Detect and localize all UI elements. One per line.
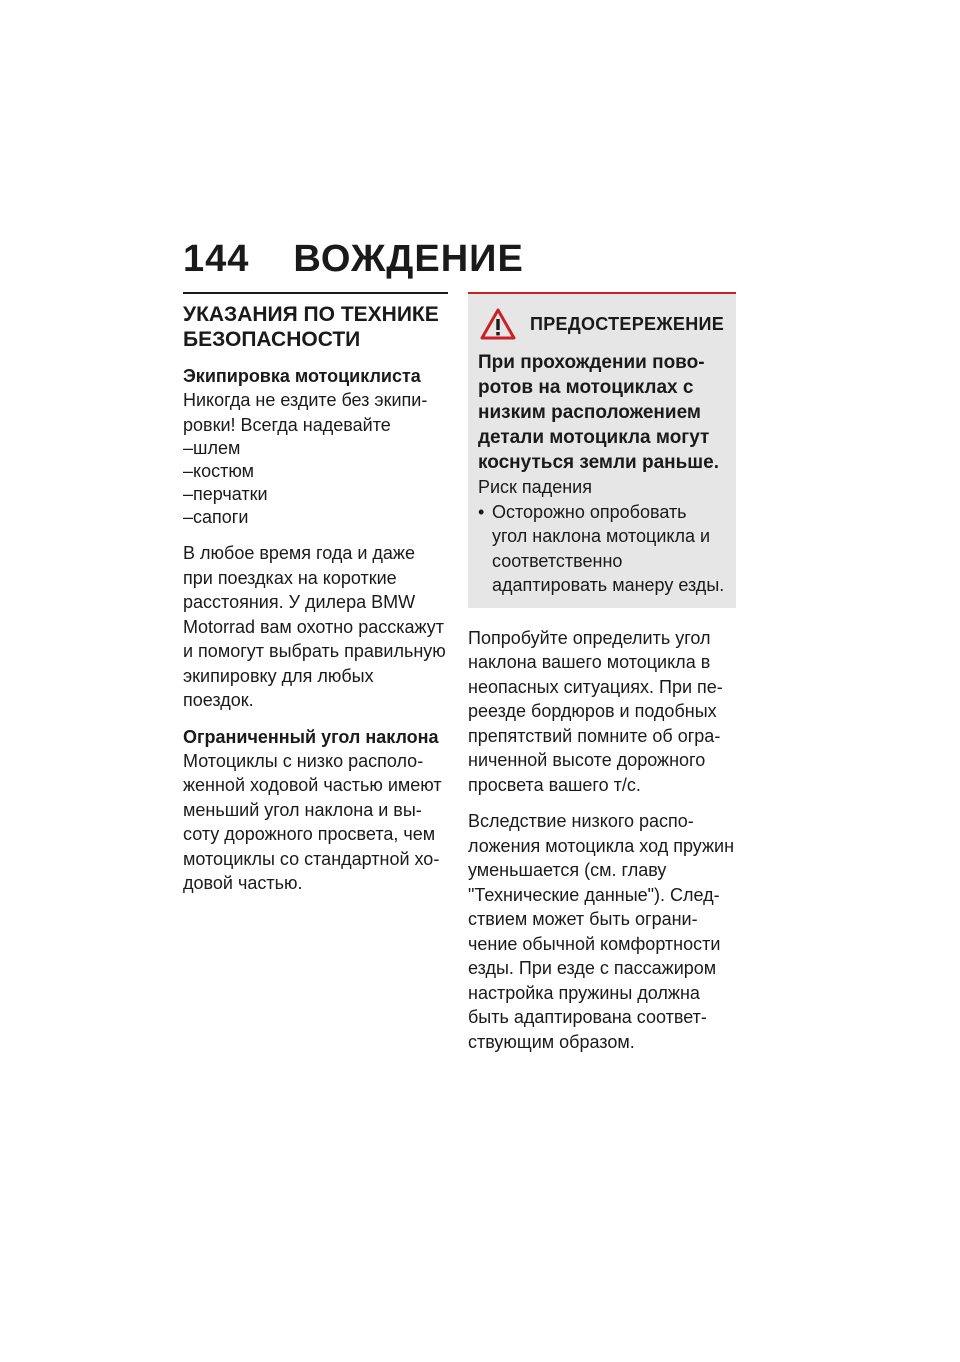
warning-bullet bbox=[478, 500, 726, 598]
section-rule bbox=[183, 292, 448, 294]
section-title: УКАЗАНИЯ ПО ТЕХНИКЕ БЕЗОПАСНОСТИ bbox=[183, 303, 439, 351]
page-header bbox=[183, 238, 524, 281]
paragraph-equipment: Никогда не ездите без экипировки! Всегда надевайте bbox=[183, 390, 428, 435]
warning-risk: Риск падения bbox=[478, 477, 592, 497]
page-number: 144 bbox=[183, 238, 250, 280]
warning-statement: При прохождении поворотов на мотоциклах с низким расположением детали мотоцикла могут коснуться земли раньше. bbox=[478, 352, 719, 473]
equipment-list bbox=[183, 437, 448, 529]
warning-header bbox=[478, 308, 726, 340]
right-column bbox=[468, 292, 736, 1054]
paragraph-lean-angle: Мотоциклы с низко расположенной ходовой частью имеют меньший угол наклона и высоту дорожного просвета, чем мотоциклы со стандартной ходовой частью. bbox=[183, 750, 442, 893]
paragraph-dealer: В любое время года и даже при поездках на короткие расстояния. У дилера BMW Motorrad вам охотно расскажут и помогут выбрать правильную экипировку для любых поездок. bbox=[183, 543, 446, 710]
list-item: – шлем bbox=[183, 437, 448, 460]
bullet-icon: • bbox=[478, 501, 485, 522]
warning-triangle-icon bbox=[480, 308, 516, 340]
paragraph-try-lean: Попробуйте определить угол наклона вашего мотоцикла в неопасных ситуациях. При переезде бордюров и подобных препятствий помните об ограниченной высоте дорожного просвета вашего т/с. bbox=[468, 627, 723, 795]
chapter-title: ВОЖДЕНИЕ bbox=[293, 238, 524, 280]
list-item: – костюм bbox=[183, 460, 448, 483]
warning-bullet-text: Осторожно опробовать угол наклона мотоцикла и соответственно адаптировать манеру езды. bbox=[492, 501, 725, 595]
subheading-lean-angle: Ограниченный угол наклона bbox=[183, 726, 439, 747]
subheading-equipment: Экипировка мотоциклиста bbox=[183, 366, 421, 386]
warning-box bbox=[468, 292, 736, 608]
list-item: – сапоги bbox=[183, 506, 448, 529]
warning-label: ПРЕДОСТЕРЕЖЕНИЕ bbox=[530, 313, 725, 334]
paragraph-suspension: Вследствие низкого расположения мотоцикла ход пружин уменьшается (см. главу "Технические данные"). Следствием может быть ограничение обычной комфортности езды. При езде с пассажиром настройка пружины должна быть адаптирована соответствующим образом. bbox=[468, 811, 735, 1052]
list-item: – перчатки bbox=[183, 483, 448, 506]
left-column bbox=[183, 292, 448, 896]
